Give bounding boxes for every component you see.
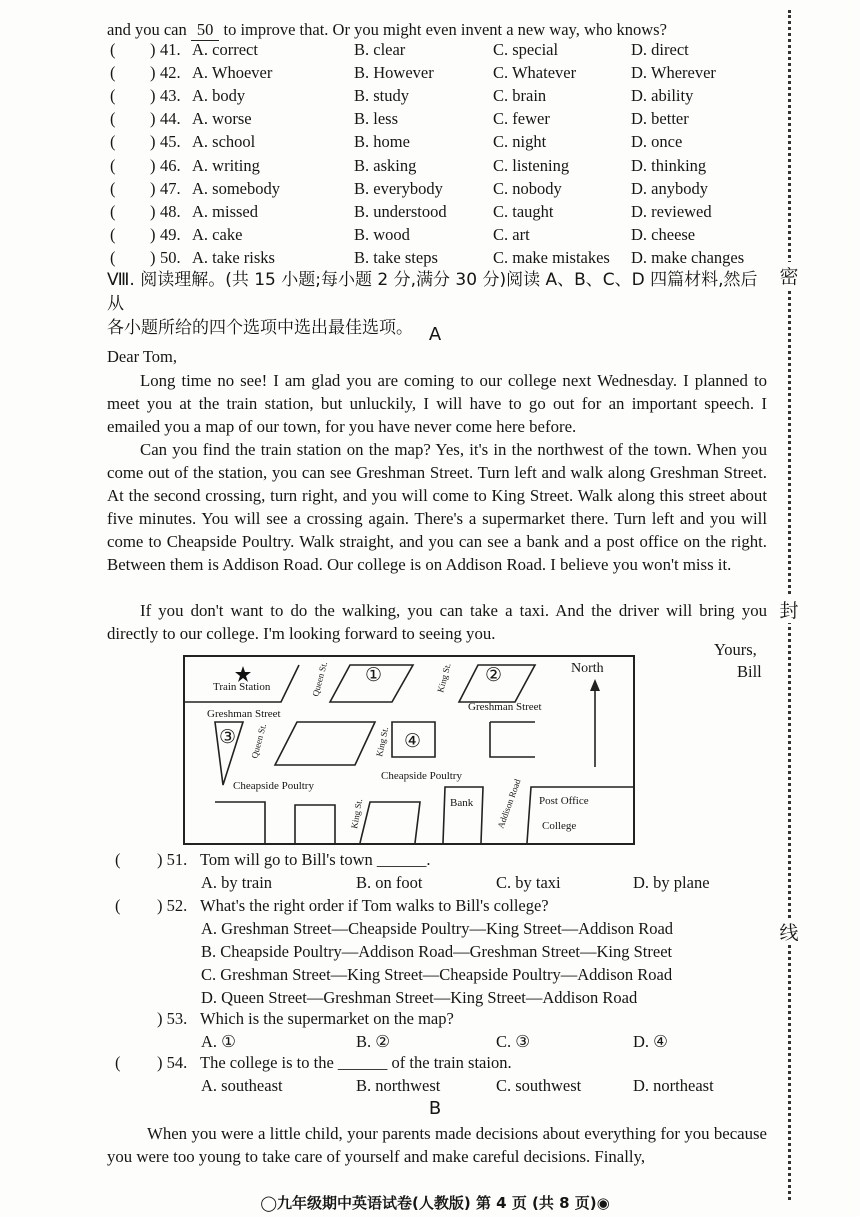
question-number: 45.: [160, 132, 181, 152]
question-number: ) 52.: [157, 896, 188, 915]
label-college: College: [542, 820, 577, 832]
section-heading-line1: Ⅷ. 阅读理解。(共 15 小题;每小题 2 分,满分 30 分)阅读 A、B、C、D 四篇材料,然后从: [107, 270, 758, 314]
label-king-st-middle: King St.: [374, 725, 391, 758]
label-addison-road: Addison Road: [495, 777, 523, 830]
option-b: B. less: [354, 109, 399, 129]
question-number: 43.: [160, 86, 181, 106]
option-c: C. fewer: [493, 109, 550, 129]
question-number: 50.: [160, 247, 181, 267]
option-b: B. asking: [354, 155, 417, 175]
option-a: A. Whoever: [192, 63, 273, 83]
question-option: B. ②: [356, 1032, 391, 1051]
question-option: A. southeast: [201, 1076, 283, 1095]
letter-paragraph-2: Can you find the train station on the map? Yes, it's in the northwest of the town. When you come out of the station, you can see Greshman Street. Turn left and walk along Greshman Street. At the second crossing, turn right, and you will come to King Street. Walk along this street about five minutes. You will see a crossing again. There's a supermarket there. Turn left and you will come to Cheapside Poultry. Walk straight, and you can see a bank and a post office on the right. Between them is Addison Road. Our college is on Addison Road. I believe you won't miss it.: [107, 440, 767, 574]
seal-mark-mi: 密: [777, 262, 801, 289]
letter-paragraph-3: If you don't want to do the walking, you can take a taxi. And the driver will bring you directly to our college. I'm looking forward to seeing you.: [107, 601, 767, 643]
block-bottom-3: [360, 802, 420, 843]
page-footer: ◯九年级期中英语试卷(人教版) 第 4 页 (共 8 页)◉: [260, 1194, 610, 1212]
label-post-office: Post Office: [539, 795, 589, 807]
town-map-drawing: [185, 657, 633, 843]
answer-paren-close: ): [150, 178, 156, 198]
label-greshman-street-east: Greshman Street: [468, 701, 542, 713]
answer-paren: (: [110, 247, 116, 267]
answer-paren: (: [110, 86, 116, 106]
label-bank: Bank: [450, 797, 474, 809]
option-b: B. understood: [354, 201, 447, 221]
cloze-row: [110, 202, 760, 225]
option-d: D. make changes: [631, 247, 745, 267]
answer-paren-close: ): [150, 86, 156, 106]
option-d: D. Wherever: [631, 63, 716, 83]
label-queen-st-north: Queen St.: [310, 660, 330, 698]
question-paren: (: [115, 850, 121, 869]
town-map: [183, 655, 635, 845]
label-king-st-south: King St.: [349, 798, 365, 830]
answer-paren: (: [110, 224, 116, 244]
label-train-station: Train Station: [213, 681, 271, 693]
letter-signature: Bill: [737, 662, 762, 681]
question-number: 47.: [160, 178, 181, 198]
option-c: C. special: [493, 40, 559, 59]
option-b: B. home: [354, 132, 410, 152]
answer-paren: (: [110, 40, 116, 59]
seal-mark-feng: 封: [777, 596, 801, 623]
question-stem: Tom will go to Bill's town ______.: [200, 850, 431, 869]
question-option: C. ③: [496, 1032, 531, 1051]
answer-paren: (: [110, 178, 116, 198]
label-cheapside-poultry-west: Cheapside Poultry: [233, 780, 314, 792]
question-option: B. Cheapside Poultry—Addison Road—Greshman Street—King Street: [201, 942, 673, 961]
passage-b-label: B: [428, 1098, 442, 1119]
question-option: D. by plane: [633, 873, 710, 892]
question-stem: What's the right order if Tom walks to Bill's college?: [200, 896, 549, 915]
option-c: C. taught: [493, 201, 554, 221]
option-a: A. worse: [192, 109, 252, 129]
map-mark-2: ②: [485, 665, 503, 686]
question-option: B. on foot: [356, 873, 423, 892]
block-bottom-2: [295, 805, 335, 843]
answer-paren: (: [110, 132, 116, 152]
question-stem: Which is the supermarket on the map?: [200, 1009, 454, 1028]
answer-paren-close: ): [150, 40, 156, 59]
answer-paren-close: ): [150, 155, 156, 175]
answer-paren: (: [110, 109, 116, 129]
answer-paren-close: ): [150, 63, 156, 83]
option-d: D. anybody: [631, 178, 708, 198]
label-king-st-north: King St.: [435, 661, 453, 694]
question-number: ) 51.: [157, 850, 188, 869]
intro-after: to improve that. Or you might even invent a new way, who knows?: [223, 20, 667, 39]
question-option: A. ①: [201, 1032, 236, 1051]
answer-paren: (: [110, 155, 116, 175]
question-number: 44.: [160, 109, 181, 129]
question-number: ) 54.: [157, 1053, 188, 1072]
option-a: A. somebody: [192, 178, 280, 198]
intro-before: and you can: [107, 20, 187, 39]
option-b: B. take steps: [354, 247, 438, 267]
option-b: B. wood: [354, 224, 410, 244]
answer-paren: (: [110, 201, 116, 221]
map-mark-1: ①: [365, 665, 383, 686]
cloze-row: [110, 179, 760, 202]
question-number: 46.: [160, 155, 181, 175]
letter-greeting: Dear Tom,: [107, 347, 178, 366]
question-number: 41.: [160, 40, 181, 59]
option-c: C. Whatever: [493, 63, 577, 83]
option-c: C. night: [493, 132, 547, 152]
cloze-row: [110, 40, 760, 63]
option-a: A. correct: [192, 40, 258, 59]
question-option: A. Greshman Street—Cheapside Poultry—King Street—Addison Road: [201, 919, 674, 938]
section-heading-line2: 各小题所给的四个选项中选出最佳选项。: [107, 318, 413, 338]
question-option: C. southwest: [496, 1076, 582, 1095]
question-stem: The college is to the ______ of the train staion.: [200, 1053, 512, 1072]
option-d: D. reviewed: [631, 201, 712, 221]
letter-paragraph-1: Long time no see! I am glad you are coming to our college next Wednesday. I planned to meet you at the train station, but unluckily, I will have to go out for an important speech. I emailed you a map of our town, for you have never come here before.: [107, 371, 767, 436]
option-c: C. brain: [493, 86, 547, 106]
question-number: 42.: [160, 63, 181, 83]
cloze-row: [110, 86, 760, 109]
cloze-row: [110, 225, 760, 248]
cloze-row: [110, 109, 760, 132]
option-d: D. thinking: [631, 155, 707, 175]
answer-paren: (: [110, 63, 116, 83]
north-arrow-icon: [590, 679, 600, 691]
question-option: D. ④: [633, 1032, 668, 1051]
seal-mark-xian: 线: [777, 918, 801, 945]
label-north: North: [571, 661, 604, 676]
option-b: B. However: [354, 63, 434, 83]
question-paren: (: [115, 1053, 121, 1072]
question-option: C. by taxi: [496, 873, 561, 892]
letter-closing: Yours,: [714, 640, 757, 659]
answer-paren-close: ): [150, 247, 156, 267]
map-mark-4: ④: [404, 731, 422, 752]
option-a: A. missed: [192, 201, 258, 221]
answer-paren-close: ): [150, 132, 156, 152]
option-c: C. make mistakes: [493, 247, 610, 267]
blank-50: 50: [191, 20, 220, 41]
question-option: B. northwest: [356, 1076, 441, 1095]
option-b: B. study: [354, 86, 410, 106]
option-a: A. take risks: [192, 247, 275, 267]
question-number: 48.: [160, 201, 181, 221]
option-d: D. better: [631, 109, 689, 129]
question-option: A. by train: [201, 873, 273, 892]
label-cheapside-poultry-east: Cheapside Poultry: [381, 770, 462, 782]
question-option: D. Queen Street—Greshman Street—King Street—Addison Road: [201, 988, 638, 1007]
option-c: C. listening: [493, 155, 570, 175]
option-d: D. cheese: [631, 224, 696, 244]
option-d: D. direct: [631, 40, 689, 59]
option-a: A. school: [192, 132, 256, 152]
option-a: A. cake: [192, 224, 243, 244]
cloze-intro-line: [107, 20, 667, 41]
question-number: 49.: [160, 224, 181, 244]
block-middle: [275, 722, 375, 765]
question-option: C. Greshman Street—King Street—Cheapside Poultry—Addison Road: [201, 965, 673, 984]
question-number: ) 53.: [157, 1009, 188, 1028]
answer-paren-close: ): [150, 201, 156, 221]
option-a: A. writing: [192, 155, 260, 175]
passage-b-paragraph: When you were a little child, your parents made decisions about everything for you because you were too young to take care of yourself and make careful decisions. Finally,: [107, 1124, 767, 1166]
map-mark-3: ③: [219, 727, 237, 748]
option-a: A. body: [192, 86, 246, 106]
option-d: D. ability: [631, 86, 694, 106]
cloze-row: [110, 156, 760, 179]
bank-block: [443, 787, 483, 843]
cloze-row: [110, 132, 760, 155]
passage-a-label: A: [428, 324, 442, 345]
cloze-row: [110, 63, 760, 86]
question-option: D. northeast: [633, 1076, 714, 1095]
block-bottom-1: [215, 802, 265, 843]
label-queen-st-south: Queen St.: [249, 722, 269, 760]
block-right: [490, 722, 535, 757]
option-b: B. everybody: [354, 178, 443, 198]
label-greshman-street-west: Greshman Street: [207, 708, 281, 720]
star-icon: [235, 666, 251, 682]
option-c: C. art: [493, 224, 530, 244]
option-b: B. clear: [354, 40, 406, 59]
question-paren: (: [115, 896, 121, 915]
option-c: C. nobody: [493, 178, 562, 198]
option-d: D. once: [631, 132, 683, 152]
answer-paren-close: ): [150, 109, 156, 129]
answer-paren-close: ): [150, 224, 156, 244]
